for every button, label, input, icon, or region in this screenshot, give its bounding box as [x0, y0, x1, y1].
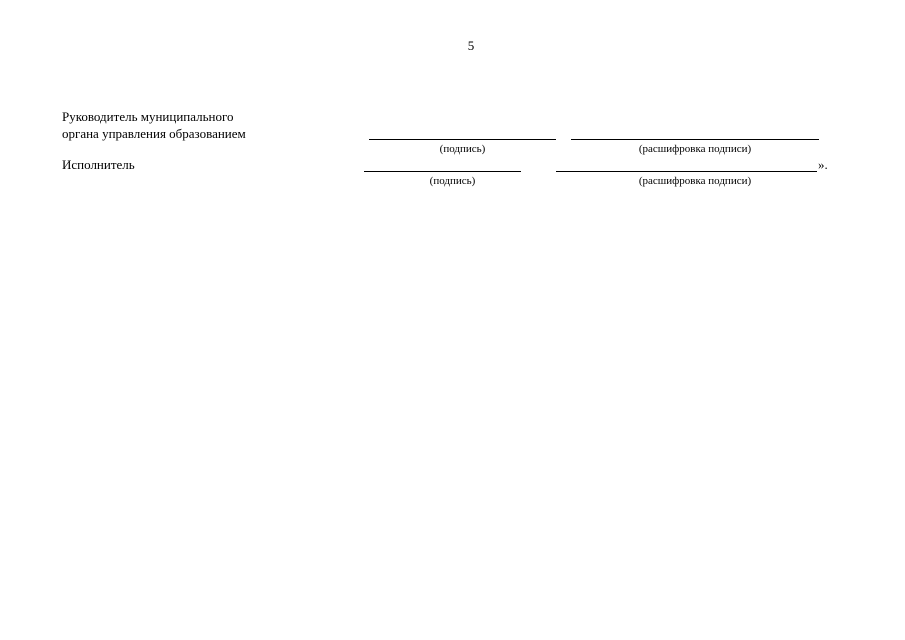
closing-quote: ». [818, 157, 828, 172]
head-signature-line [369, 139, 556, 140]
head-title-line2: органа управления образованием [62, 126, 246, 141]
executor-signature-caption: (подпись) [429, 175, 476, 187]
head-name-line [571, 139, 819, 140]
executor-signature-line [364, 171, 521, 172]
head-name-caption: (расшифровка подписи) [638, 143, 752, 155]
page-number: 5 [467, 38, 475, 53]
head-title-line1: Руководитель муниципального [62, 109, 234, 124]
head-signature-caption: (подпись) [439, 143, 486, 155]
executor-name-caption: (расшифровка подписи) [638, 175, 752, 187]
executor-title: Исполнитель [62, 157, 135, 172]
executor-name-line [556, 171, 817, 172]
